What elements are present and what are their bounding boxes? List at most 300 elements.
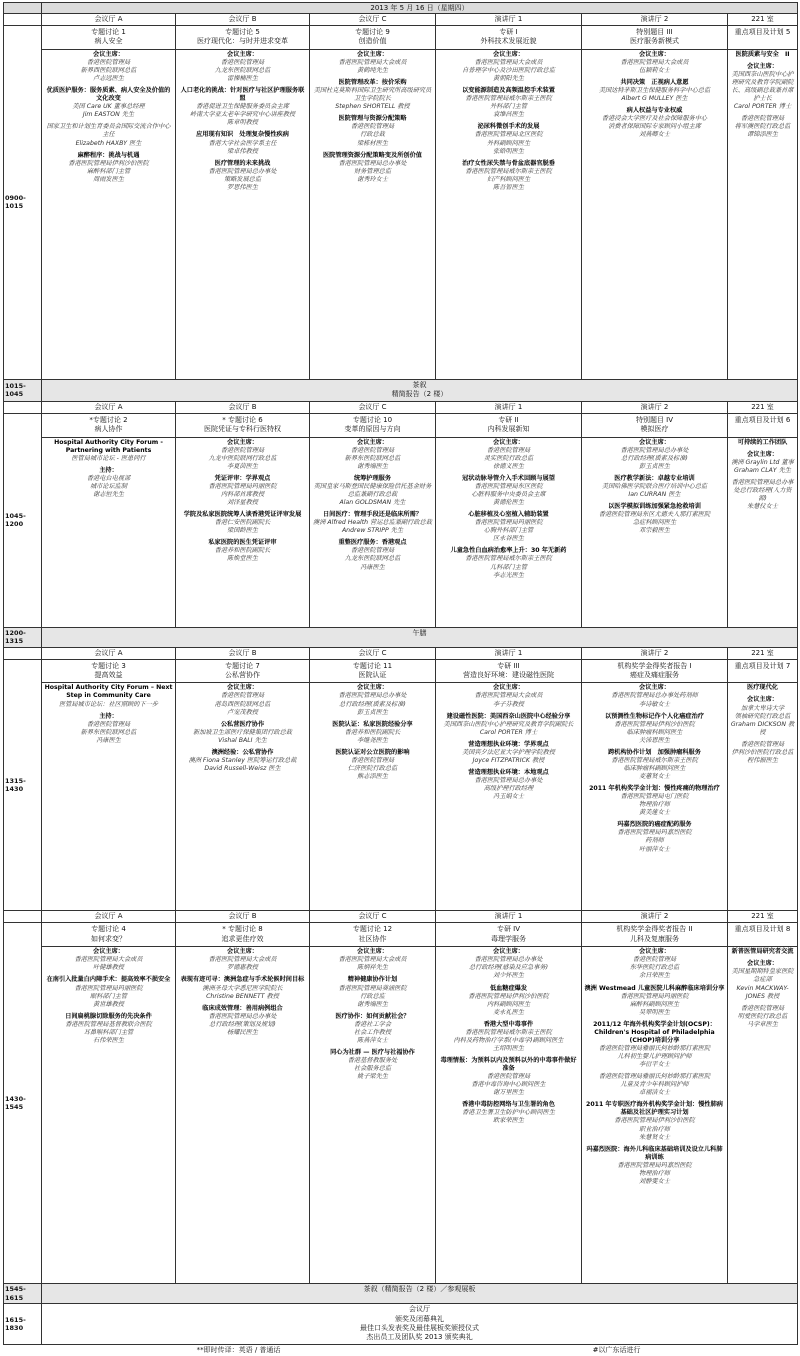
session-title-line: 特别题目 III [636, 28, 673, 36]
session-block [438, 123, 579, 155]
session-content [436, 49, 582, 379]
speaker-line: 心胸外科部门主管 [483, 527, 534, 535]
speaker-line: 区永谷医生 [493, 535, 524, 543]
session-title-line: 模拟医疗 [640, 425, 669, 434]
venue-label: 会议厅 B [176, 911, 310, 923]
session-block [178, 749, 307, 773]
speaker-line: 临床肿瘤科副顾问医生 [623, 764, 686, 772]
speaker-line: 香港医院管理局 [350, 446, 395, 454]
session-title-row [4, 413, 798, 437]
speaker-line: 香港促进卫生保健服务委员会主席 [196, 103, 289, 111]
speaker-line: Stephen SHORTELL 教授 [335, 103, 410, 111]
speaker-line: 香港医院管理局玛嘉烈医院 [617, 1161, 692, 1169]
session-block [44, 948, 173, 972]
speaker-line: Andrew STRIPP 先生 [341, 527, 404, 535]
session-content [436, 683, 582, 911]
session-block [730, 51, 795, 59]
session-title-line: 专题讨论 1 [91, 28, 126, 36]
speaker-line: Elizabeth HAXBY 医生 [75, 139, 142, 147]
speaker-line: 香港医院管理局东区医院 [474, 482, 543, 490]
speaker-line: 香港医院管理局屯门医院 [620, 793, 689, 801]
session-block [178, 87, 307, 127]
session-title [436, 659, 582, 683]
session-block [438, 439, 579, 471]
speaker-line: Joyce FITZPATRICK 教授 [472, 756, 545, 764]
block-heading: 低血糖症爆发 [489, 984, 528, 992]
speaker-line: 李继尧医生 [357, 736, 388, 744]
session-title [582, 923, 728, 947]
session-content-row [4, 437, 798, 627]
speaker-line: 冯康医生 [360, 563, 385, 571]
break-text: 精简报告（2 楼） [391, 390, 448, 399]
block-heading: 医院管理改革：按价采购 [338, 79, 407, 87]
session-block [178, 511, 307, 535]
session-title [728, 26, 798, 50]
speaker-line: 香港医院管理局 [350, 547, 395, 555]
speaker-line: 欧家荣医生 [493, 1117, 524, 1125]
block-heading: 学院及私家医院统筹人谈香港凭证评审发展 [183, 511, 302, 519]
speaker-line: 医管局城市论坛：社区照顾的下一步 [59, 700, 158, 708]
speaker-line: 外科部门主管 [489, 103, 528, 111]
session-title [728, 923, 798, 947]
session-title-line: 提高效益 [94, 670, 123, 679]
break-text: 午膳 [412, 628, 427, 637]
speaker-line: 刘泽星教授 [227, 499, 258, 507]
block-heading: 澳洲 Westmead 儿童医院儿科麻醉临床培训分享 [584, 984, 725, 992]
speaker-line: 香港医院管理局 [632, 956, 677, 964]
speaker-line: 陈炳祥先生 [357, 964, 388, 972]
session-title [582, 413, 728, 437]
speaker-line: 国家卫生和计划生育委员会国际交流合作中心主任 [46, 123, 171, 139]
speaker-line: 香港基督教服务处 [347, 1057, 398, 1064]
session-title-line: 重点项目及计划 8 [734, 925, 791, 934]
speaker-line: 香港养和医院副院长 [344, 728, 401, 736]
venue-label: 会议厅 A [42, 647, 176, 659]
block-heading: 会议主席： [227, 438, 258, 446]
block-heading: 营造理想执业环境：本地观点 [468, 768, 549, 776]
speaker-line: 新加坡卫生部医疗保健集团行政总裁 [193, 728, 292, 736]
session-block [178, 131, 307, 155]
block-heading: 新普医管局研究者交流 [731, 948, 794, 956]
session-title-line: 专研 II [498, 415, 519, 424]
speaker-line: 消费者保障国际专家顾问小组主席 [608, 123, 701, 131]
session-title-line: 社区协作 [358, 934, 387, 943]
session-content [310, 683, 436, 911]
block-heading: 会议主席： [93, 50, 124, 58]
speaker-line: 香港医院管理局 [486, 1073, 531, 1081]
session-block [730, 960, 795, 1000]
session-title [436, 413, 582, 437]
session-block [584, 475, 725, 499]
speaker-line: 香港医院管理局大会成员 [474, 58, 543, 66]
venue-label: 演讲厅 1 [436, 14, 582, 26]
speaker-line: 香港医院管理局北区医院 [474, 131, 543, 139]
speaker-line: 香港医院管理局玛丽医院 [208, 482, 277, 490]
speaker-line: 急症科顾问医生 [632, 519, 677, 527]
session-title [310, 26, 436, 50]
break-time: 1545-1615 [4, 1284, 42, 1304]
venue-label: 会议厅 C [310, 911, 436, 923]
speaker-line: 英国皇家马斯登国民健康保险信托基金财务总监兼副行政总裁 [313, 482, 432, 498]
session-block [312, 684, 433, 716]
session-title-line: 公私营协作 [225, 670, 260, 679]
break-text: 茶叙（精简报告（2 楼）／参观展板 [363, 1285, 476, 1294]
speaker-line: 谢万里医生 [493, 1089, 524, 1097]
block-heading: 会议主席： [639, 50, 670, 58]
block-heading: 会议主席： [493, 50, 524, 58]
venue-row [4, 647, 798, 659]
speaker-line: 香港医院管理局 [86, 58, 131, 66]
session-block [438, 51, 579, 83]
speaker-line: 陈燕萍女士 [357, 1036, 388, 1044]
break-time: 1015-1045 [4, 379, 42, 401]
block-heading: 重整医疗服务：香港观点 [338, 539, 407, 547]
block-heading: 精神健康协作计划 [347, 976, 398, 984]
speaker-line: 黄德伦医生 [493, 499, 524, 507]
session-title-line: 专题讨论 5 [225, 28, 260, 36]
block-heading: Hospital Authority City Forum - Partnering with Patients [54, 438, 163, 454]
session-title-row [4, 26, 798, 50]
session-title [310, 923, 436, 947]
session-content [436, 437, 582, 627]
session-block [730, 696, 795, 736]
speaker-line: 自普理学中心及沙田医院行政总监 [462, 67, 555, 74]
block-heading: 主持： [99, 466, 118, 474]
session-block [312, 948, 433, 972]
speaker-line: 香港医院管理局雅丽氏何妙龄那打素医院 [598, 1044, 711, 1052]
session-content [176, 683, 310, 911]
session-block [312, 152, 433, 184]
session-content [42, 437, 176, 627]
session-block [584, 713, 725, 745]
speaker-line: 朱慧贤女士 [639, 1133, 670, 1141]
block-heading: 会议主席： [747, 62, 778, 70]
block-heading: 会议主席： [747, 960, 778, 968]
session-title-line: 机构奖学金得奖者报告 I [617, 661, 692, 670]
session-block [730, 115, 795, 139]
speaker-line: 社会工作教授 [353, 1028, 392, 1036]
speaker-line: Carol PORTER 博士 [479, 728, 538, 736]
speaker-line: Carol PORTER 博士 [733, 103, 792, 111]
speaker-line: 澳洲 Alfred Health 营运总监兼副行政总裁 [313, 519, 432, 527]
speaker-line: 岭南大学亚太老年学研究中心讲座教授 [189, 111, 296, 119]
speaker-line: 陈章明教授 [227, 119, 258, 127]
session-title-line: 创造价值 [358, 37, 387, 46]
session-block [584, 503, 725, 535]
venue-label: 演讲厅 2 [582, 911, 728, 923]
block-heading: 治疗女性尿失禁与骨盆底器官脱垂 [462, 159, 555, 167]
session-block [44, 684, 173, 708]
venue-row-corner [4, 14, 42, 26]
session-title [310, 659, 436, 683]
session-title-line: 机构奖学金得奖者报告 II [616, 925, 693, 934]
block-heading: 玛嘉烈医院的癌症配药服务 [617, 821, 692, 829]
speaker-line: 香港社工学会 [353, 1020, 392, 1028]
speaker-line: 香港医院管理局玛丽医院 [74, 984, 143, 992]
session-block [584, 79, 725, 103]
speaker-line: 黄美蓮女士 [639, 809, 670, 817]
session-block [312, 51, 433, 75]
block-heading: 澳洲经验：公私营协作 [211, 748, 274, 756]
speaker-line: 罗德惠教授 [227, 964, 258, 972]
venue-label: 会议厅 B [176, 401, 310, 413]
speaker-line: 刘燕卿女士 [639, 131, 670, 139]
speaker-line: 马学章医生 [747, 1020, 778, 1028]
session-title-row [4, 923, 798, 947]
block-heading: 优质医护服务：服务质素、病人安全及价值的文化改变 [46, 87, 171, 103]
session-block [312, 721, 433, 745]
session-title-line: 追求更佳疗效 [221, 934, 264, 943]
speaker-line: 临床肿瘤科顾问医生 [626, 728, 683, 736]
session-title-line: 专题讨论 3 [91, 661, 126, 670]
speaker-line: 王绍明医生 [493, 1044, 524, 1052]
session-block [178, 1005, 307, 1037]
break-row [4, 379, 798, 401]
venue-label: 221 室 [728, 401, 798, 413]
session-title-row [4, 659, 798, 683]
speaker-line: 杨耀民医生 [227, 1028, 258, 1036]
session-block [438, 1057, 579, 1097]
session-block [312, 539, 433, 571]
footnote-translation: **即时传译：英语 / 普通话 [196, 1345, 281, 1354]
session-title-line: 专研 IV [496, 925, 521, 934]
session-block [438, 87, 579, 119]
block-heading: 以变能源制造及高频温控手术装置 [462, 87, 555, 95]
speaker-line: 灵实医院行政总监 [483, 454, 534, 462]
footnote-row [4, 1344, 798, 1356]
session-title [176, 413, 310, 437]
speaker-line: 香港医院管理局 [740, 115, 785, 123]
speaker-line: 卓福洁女士 [639, 1089, 670, 1097]
venue-label: 221 室 [728, 14, 798, 26]
speaker-line: 美国哈佛医学院联合医疗培训中心总监 [601, 482, 708, 490]
speaker-line: 九龙东医院联网总监 [214, 67, 271, 74]
speaker-line: 雷操楠医生 [227, 75, 258, 83]
speaker-line: 周雨发医生 [93, 175, 124, 183]
speaker-line: 谢志恒先生 [93, 491, 124, 498]
venue-label: 会议厅 B [176, 647, 310, 659]
session-title-line: 医院凭证与专科行医特权 [204, 425, 281, 434]
speaker-line: Alan GOLDSMAN 先生 [339, 499, 406, 507]
session-block [44, 439, 173, 463]
block-heading: 医院管理资源分配策略变及所创价值 [323, 151, 422, 159]
block-heading: 会议主席： [493, 438, 524, 446]
speaker-line: 谢秀玲女士 [357, 175, 388, 183]
session-content [728, 683, 798, 911]
speaker-line: 卫生学院院长 [353, 95, 392, 103]
speaker-line: 香港医院管理局威尔斯亲王医院 [465, 1028, 552, 1036]
session-block [584, 1101, 725, 1141]
session-block [730, 948, 795, 956]
venue-label: 演讲厅 2 [582, 647, 728, 659]
footnote-corner [4, 1344, 42, 1356]
speaker-line: 香港医院管理局威尔斯亲王医院 [465, 555, 552, 563]
speaker-line: 美国宾夕法尼亚大学护理学院教授 [462, 748, 555, 756]
speaker-line: 香港医院管理局玛丽医院 [474, 519, 543, 527]
speaker-line: Graham DICKSON 教授 [730, 720, 795, 736]
speaker-line: 陈焕堂医生 [227, 555, 258, 563]
block-heading: 会议主席： [227, 684, 258, 692]
speaker-line: 伍颖莉女士 [639, 67, 670, 74]
session-content [310, 947, 436, 1284]
speaker-line: 李诗敏女士 [639, 700, 670, 708]
block-heading: 2011/12 年海外机构奖学金计划(OCSP)：Children's Hospital of Philadelphia (CHOP)培训分享 [593, 1020, 716, 1044]
block-heading: 跨机构协作计划 加强肿瘤科服务 [608, 748, 701, 756]
block-heading: 会议主席： [639, 438, 670, 446]
session-block [312, 1013, 433, 1045]
session-content [728, 437, 798, 627]
closing-line: 最佳口头发表奖及最佳展板奖颁授仪式 [360, 1324, 480, 1332]
block-heading: 会议主席： [493, 684, 524, 692]
block-heading: 病人权益与专业权威 [626, 107, 683, 115]
block-heading: 冠状动脉导管介入手术回顾与展望 [462, 474, 555, 482]
speaker-line: Kevin MACKWAY-JONES 教授 [736, 984, 789, 1000]
session-block [584, 985, 725, 1017]
block-heading: 营造理想执业环境：学界观点 [468, 740, 549, 748]
speaker-line: 美国 Care UK 董事总经理 [72, 103, 145, 111]
speaker-line: 香港医院管理局 [220, 58, 265, 66]
block-heading: 建设磁性医院：美国西奈山医院中心经验分享 [446, 712, 571, 720]
session-title-line: 变革的原因与方向 [344, 425, 401, 434]
speaker-line: 麻醉科副顾问医生 [629, 1000, 680, 1008]
speaker-line: 余日荣医生 [639, 972, 670, 980]
block-heading: 可持续的工作团队 [737, 438, 788, 446]
venue-label: 演讲厅 1 [436, 911, 582, 923]
speaker-line: 内科及药物治疗学系(中毒学)副顾问医生 [453, 1036, 564, 1044]
speaker-line: 眼科部门主管 [89, 992, 128, 1000]
block-heading: 在南引入批量白内障手术：提高效率不损安全 [46, 976, 171, 984]
session-title-line: 毒理学服务 [491, 934, 526, 943]
speaker-line: Christine BENNETT 教授 [206, 992, 279, 1000]
speaker-line: 将军澳医院行政总监 [734, 123, 791, 131]
venue-label: 会议厅 B [176, 14, 310, 26]
venue-row [4, 911, 798, 923]
session-title-line: * 专题讨论 8 [222, 925, 263, 934]
block-heading: 医院管理与资源分配策略 [338, 115, 407, 123]
speaker-line: 香港医院管理局威尔斯亲王医院 [465, 95, 552, 103]
break-row [4, 1284, 798, 1304]
speaker-line: 香港医院管理局玛嘉烈医院 [617, 829, 692, 837]
venue-label: 会议厅 A [42, 401, 176, 413]
speaker-line: 冯玉娟女士 [493, 793, 524, 801]
speaker-line: 城市论坛监制 [89, 482, 128, 490]
session-block [312, 475, 433, 507]
speaker-line: 叶健雄教授 [93, 964, 124, 972]
speaker-line: 新界东医院联网总监 [344, 454, 401, 462]
speaker-line: 财务管理总监 [353, 167, 392, 175]
venue-label: 会议厅 C [310, 401, 436, 413]
session-block [312, 79, 433, 111]
session-block [178, 160, 307, 192]
speaker-line: 叶丽萍女士 [639, 845, 670, 853]
speaker-line: 新界东医院联网总监 [80, 728, 137, 736]
venue-row-corner [4, 401, 42, 413]
block-heading: 会议主席： [357, 50, 388, 58]
block-heading: 会议主席： [227, 948, 258, 956]
session-block [312, 976, 433, 1008]
block-heading: 私家医院的医生凭证评审 [208, 539, 277, 547]
block-heading: 表现有迹可寻：澳洲急症与手术轮候时间目标 [180, 976, 305, 984]
session-block [438, 769, 579, 801]
speaker-line: 总行政经理(感染及应急事务) [468, 964, 549, 972]
speaker-line: 社会服务总监 [353, 1065, 392, 1073]
speaker-line: 澳洲 Graylin Ltd 董事 [731, 458, 794, 466]
session-title-line: 如何求变？ [91, 934, 126, 943]
session-title-line: 专研 I [499, 28, 518, 36]
speaker-line: 麦蕙贤女士 [639, 773, 670, 780]
speaker-line: 香港医院管理局伊利沙伯医院 [614, 1117, 695, 1125]
speaker-line: 张皓明医生 [493, 147, 524, 155]
speaker-line: 黄世雄教授 [93, 1000, 124, 1008]
speaker-line: 香港医院管理局总办事处总行政经理(人力资源) [731, 478, 794, 502]
session-title-line: 儿科及复康服务 [630, 934, 679, 943]
speaker-line: 朱慧仪女士 [747, 503, 778, 511]
session-block [438, 475, 579, 507]
session-title [728, 659, 798, 683]
speaker-line: 香港电台电视部 [86, 474, 131, 482]
speaker-line: 谢秀端医生 [357, 1000, 388, 1008]
session-title-line: 专研 III [497, 661, 520, 670]
speaker-line: 刘少怀医生 [493, 972, 524, 980]
speaker-line: 梁卓伟教授 [227, 147, 258, 155]
closing-ceremony [42, 1304, 798, 1345]
session-block [438, 985, 579, 1017]
block-heading: 会议主席： [357, 948, 388, 956]
speaker-line: 香港医院管理局大会成员 [620, 58, 689, 66]
speaker-line: 彭玉贞医生 [639, 462, 670, 470]
speaker-line: 香港医院管理局总办事处 [208, 1012, 277, 1020]
block-heading: 会议主席： [227, 50, 258, 58]
session-title [436, 26, 582, 50]
block-heading: 医院认证：私家医院经验分享 [332, 720, 413, 728]
block-heading: 会议主席： [357, 684, 388, 692]
block-heading: 会议主席： [747, 696, 778, 704]
break-row [4, 627, 798, 647]
session-content [42, 49, 176, 379]
block-heading: 香港中毒防控网络与卫生署的角色 [462, 1101, 555, 1109]
session-block [584, 948, 725, 980]
session-block [178, 684, 307, 716]
block-heading: 应用现有知识 处理复杂慢性疾病 [196, 131, 289, 139]
speaker-line: 香港医院管理局 [740, 740, 785, 748]
speaker-line: 香港医院管理局总办事处 [474, 777, 543, 784]
break-label [42, 627, 798, 647]
venue-label: 221 室 [728, 911, 798, 923]
speaker-line: 香港医院管理局大会成员 [474, 692, 543, 700]
session-title [42, 26, 176, 50]
speaker-line: 物理治疗师 [639, 1169, 670, 1177]
session-block [730, 741, 795, 765]
session-content [728, 49, 798, 379]
speaker-line: 刘静雯女士 [639, 1177, 670, 1185]
speaker-line: 物理治疗师 [639, 801, 670, 809]
speaker-line: 美国西奈山医院中心护理研究及教育学院副院长 [443, 720, 574, 728]
venue-label: 会议厅 A [42, 14, 176, 26]
speaker-line: 儿科部门主管 [489, 563, 528, 571]
speaker-line: 香港医院管理局东区尤德夫人那打素医院 [598, 511, 711, 519]
venue-label: 221 室 [728, 647, 798, 659]
speaker-line: 香港仁安医院副院长 [214, 519, 271, 527]
session-title-line: *专题讨论 2 [89, 415, 128, 424]
speaker-line: 梁栋材医生 [357, 139, 388, 147]
block-heading: 2011 年机构奖学金计划：慢性疼痛的物理治疗 [589, 785, 720, 793]
speaker-line: 香港医院管理局大会成员 [74, 956, 143, 964]
block-heading: 2011 年专职医疗海外机构奖学金计划：慢性肺病基础及社区护理实习计划 [586, 1101, 723, 1117]
speaker-line: 冯康医生 [96, 736, 121, 744]
session-block [438, 511, 579, 543]
speaker-line: 姚子梁先生 [357, 1073, 388, 1081]
session-block [44, 152, 173, 184]
